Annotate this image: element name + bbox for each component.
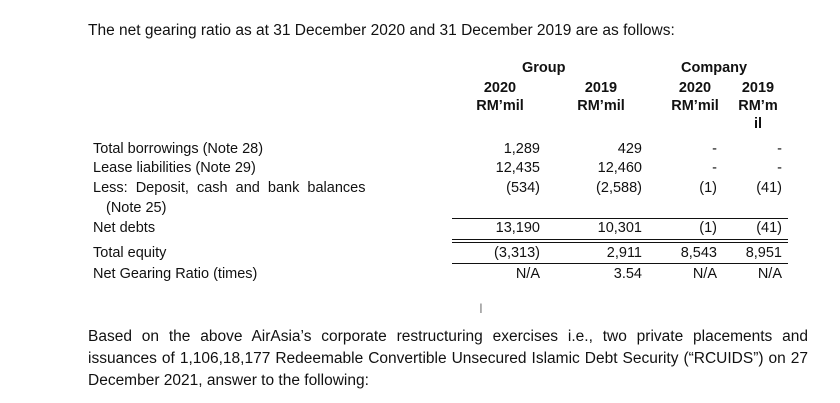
cell-value: - bbox=[712, 160, 717, 176]
company-header: Company bbox=[681, 60, 748, 76]
total-equity-bottom-rule bbox=[452, 263, 788, 264]
group-2020-unit: RM’mil bbox=[476, 98, 524, 114]
cell-value: 10,301 bbox=[597, 220, 642, 236]
row-label-total-equity: Total equity bbox=[93, 245, 167, 261]
cell-value: (534) bbox=[506, 180, 540, 196]
cell-value: N/A bbox=[515, 266, 540, 282]
row-label-net-gearing: Net Gearing Ratio (times) bbox=[93, 266, 258, 282]
body-paragraph: Based on the above AirAsia’s corporate restructuring exercises i.e., two private placements and issuances of 1,106,18,177 Redeemable Convertible Unsecured Islamic Debt Security (“RCUIDS”) on 27 December 2021, answer to the following: bbox=[88, 328, 808, 389]
cell-value: 1,289 bbox=[503, 141, 540, 157]
company-2019-year: 2019 bbox=[741, 80, 775, 96]
cell-value: - bbox=[777, 160, 782, 176]
cell-value: - bbox=[777, 141, 782, 157]
row-label-less-deposit: Less: Deposit, cash and bank balances bbox=[93, 180, 366, 196]
cell-value: 8,543 bbox=[680, 245, 717, 261]
cell-value: (41) bbox=[756, 180, 782, 196]
cell-value: 12,435 bbox=[495, 160, 540, 176]
row-label-lease-liabilities: Lease liabilities (Note 29) bbox=[93, 160, 256, 176]
cell-value: (3,313) bbox=[494, 245, 540, 261]
cell-value: (1) bbox=[699, 220, 717, 236]
row-label-total-borrowings: Total borrowings (Note 28) bbox=[93, 141, 264, 157]
row-label-net-debts: Net debts bbox=[93, 220, 156, 236]
company-2019-unit-wrap: il bbox=[753, 116, 763, 132]
cell-value: (41) bbox=[756, 220, 782, 236]
group-header: Group bbox=[522, 60, 566, 76]
cell-value: N/A bbox=[757, 266, 782, 282]
cell-value: 429 bbox=[617, 141, 642, 157]
cell-value: 13,190 bbox=[495, 220, 540, 236]
cell-value: 8,951 bbox=[745, 245, 782, 261]
net-debts-bottom-rule-2 bbox=[452, 242, 788, 243]
company-2020-year: 2020 bbox=[678, 80, 712, 96]
text-cursor-icon: I bbox=[479, 300, 483, 316]
cell-value: 2,911 bbox=[606, 245, 642, 261]
cell-value: - bbox=[712, 141, 717, 157]
cell-value: 3.54 bbox=[613, 266, 642, 282]
group-2019-year: 2019 bbox=[584, 80, 618, 96]
cell-value: 12,460 bbox=[597, 160, 642, 176]
row-label-less-deposit-note: (Note 25) bbox=[106, 200, 167, 216]
cell-value: (1) bbox=[699, 180, 717, 196]
intro-text: The net gearing ratio as at 31 December 2020 and 31 December 2019 are as follows: bbox=[88, 22, 675, 39]
cell-value: N/A bbox=[692, 266, 717, 282]
net-debts-top-rule bbox=[452, 218, 788, 219]
net-debts-bottom-rule-1 bbox=[452, 239, 788, 240]
company-2019-unit: RM’m bbox=[738, 98, 778, 114]
group-2020-year: 2020 bbox=[483, 80, 517, 96]
group-2019-unit: RM’mil bbox=[577, 98, 625, 114]
company-2020-unit: RM’mil bbox=[671, 98, 719, 114]
cell-value: (2,588) bbox=[596, 180, 642, 196]
